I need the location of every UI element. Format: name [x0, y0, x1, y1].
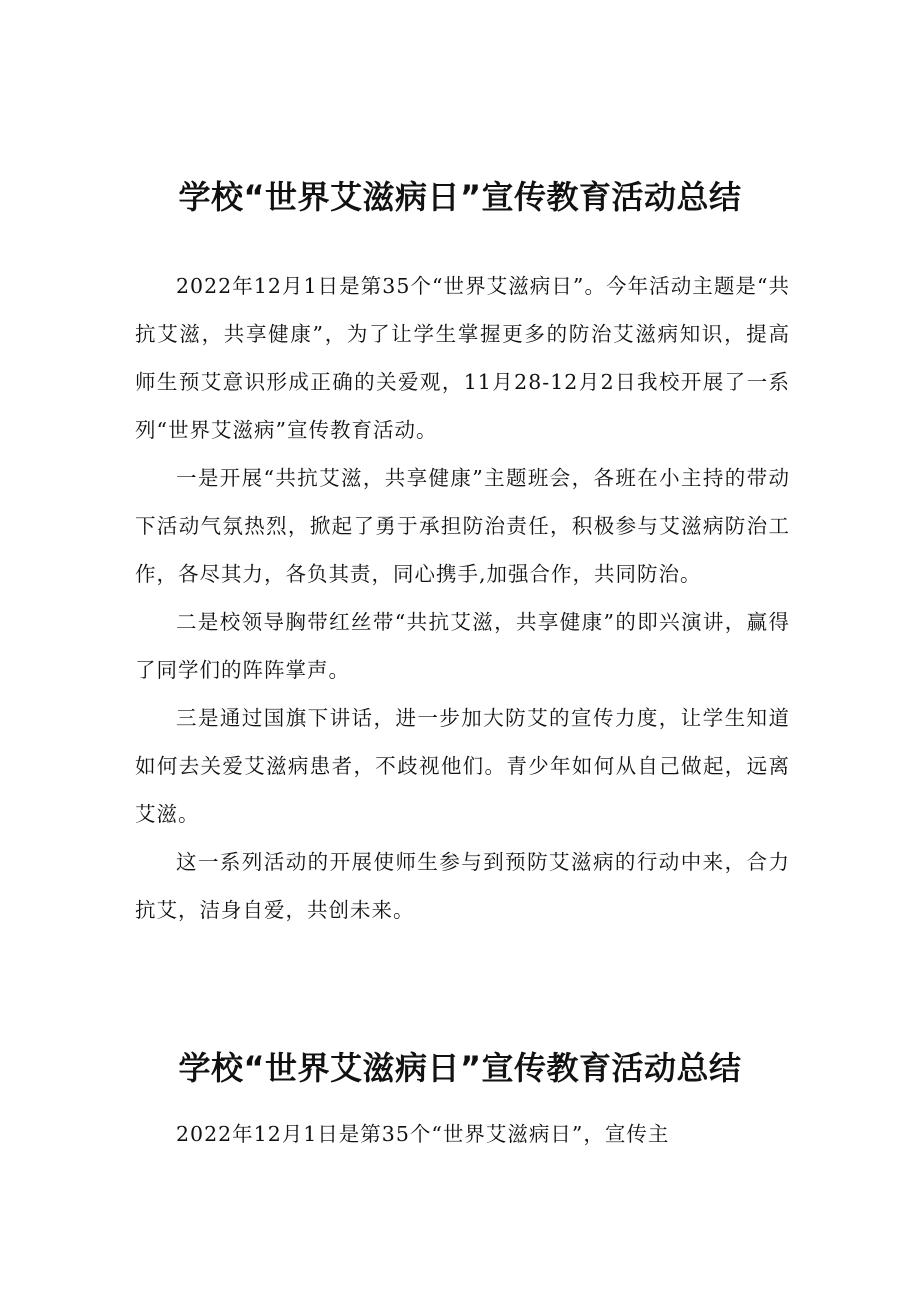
document-title: 学校“世界艾滋病日”宣传教育活动总结 — [178, 178, 742, 216]
paragraph-item-one: 一是开展“共抗艾滋，共享健康”主题班会，各班在小主持的带动下活动气氛热烈，掀起了勇于承担防治责任，积极参与艾滋病防治工作，各尽其力，各负其责，同心携手,加强合作，共同防治。 — [135, 466, 790, 586]
paragraph-item-three: 三是通过国旗下讲话，进一步加大防艾的宣传力度，让学生知道如何去关爱艾滋病患者，不歧视他们。青少年如何从自己做起，远离艾滋。 — [135, 706, 790, 826]
document-body — [135, 262, 790, 934]
second-document-title: 学校“世界艾滋病日”宣传教育活动总结 — [178, 1049, 742, 1087]
paragraph-intro: 2022年12月1日是第35个“世界艾滋病日”。今年活动主题是“共抗艾滋，共享健康”，为了让学生掌握更多的防治艾滋病知识，提高师生预艾意识形成正确的关爱观，11月28-12月2日我校开展了一系列“世界艾滋病”宣传教育活动。 — [135, 274, 790, 442]
paragraph-conclusion: 这一系列活动的开展使师生参与到预防艾滋病的行动中来，合力抗艾，洁身自爱，共创未来。 — [135, 850, 790, 922]
paragraph-item-two: 二是校领导胸带红丝带“共抗艾滋，共享健康”的即兴演讲，赢得了同学们的阵阵掌声。 — [135, 610, 790, 682]
second-document-body — [135, 1110, 790, 1158]
second-paragraph-intro: 2022年12月1日是第35个“世界艾滋病日”，宣传主 — [176, 1122, 670, 1146]
